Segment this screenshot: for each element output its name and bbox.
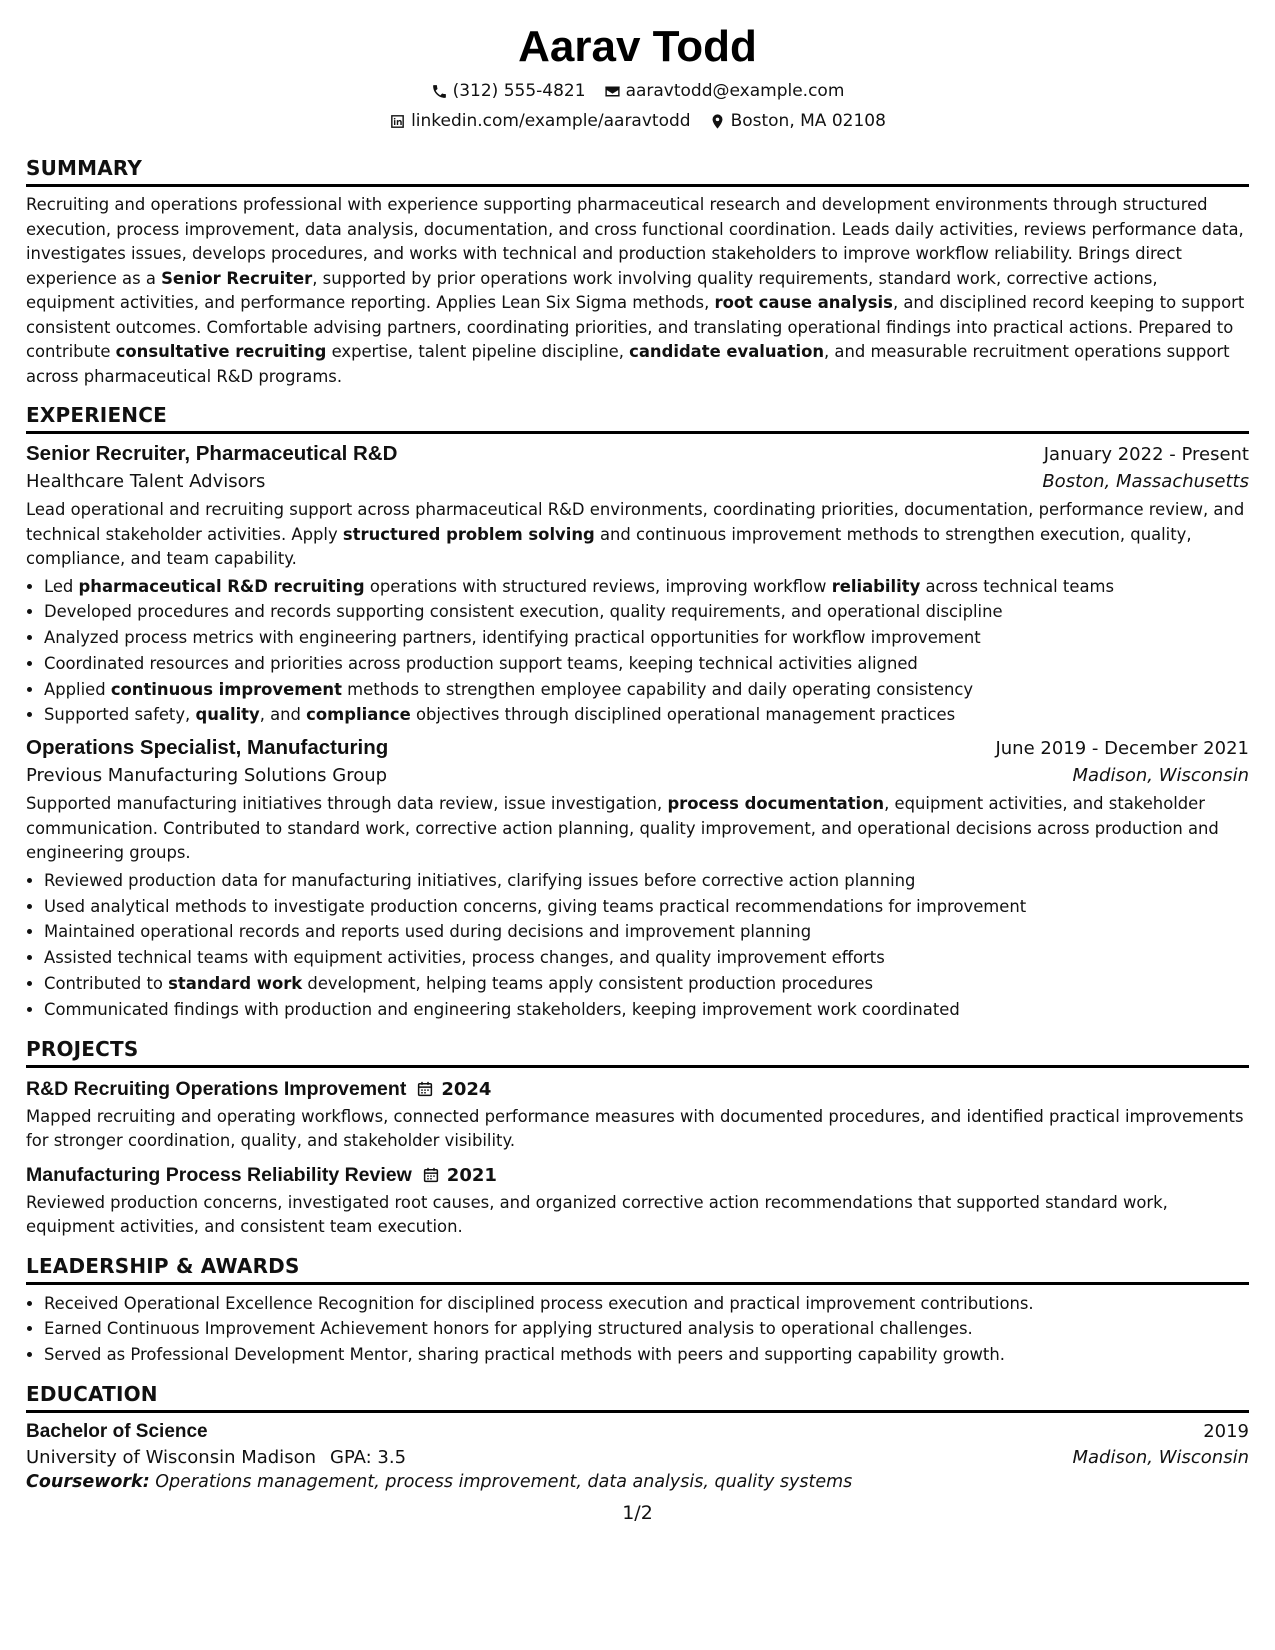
education-school-line [26, 1447, 406, 1468]
job-intro-part: Lead operational and recruiting support across pharmaceutical R&D environments, coordinating priorities, documentation, performance review, and technical stakeholder activities. Apply [26, 500, 1245, 544]
job-bullet [44, 651, 1249, 677]
bullet-bold: reliability [831, 576, 921, 596]
summary-bold-term: candidate evaluation [629, 342, 824, 361]
job-bullet [44, 625, 1249, 651]
job-company: Healthcare Talent Advisors [26, 471, 266, 492]
job-bullet [44, 997, 1249, 1023]
contact-line-2 [26, 106, 1249, 136]
bullet-bold: compliance [306, 705, 411, 725]
education-location: Madison, Wisconsin [1072, 1446, 1249, 1468]
bullet-text: Assisted technical teams with equipment activities, process changes, and quality improvement efforts [44, 948, 885, 968]
education-coursework [26, 1472, 1249, 1492]
project-year-text: 2021 [446, 1164, 497, 1186]
linkedin-icon [389, 113, 406, 130]
project-year-text: 2024 [441, 1078, 492, 1100]
projects-heading: PROJECTS [26, 1037, 1249, 1068]
job-bullet [44, 868, 1249, 894]
job-bullet [44, 599, 1249, 625]
education-header [26, 1421, 1249, 1443]
job-intro [26, 498, 1249, 572]
bullet-text: operations with structured reviews, improving workflow [364, 576, 832, 596]
job-dates: June 2019 - December 2021 [995, 738, 1249, 760]
job-dates: January 2022 - Present [1043, 444, 1249, 465]
job-intro-bold: process documentation [667, 794, 885, 814]
education-year: 2019 [1203, 1420, 1249, 1442]
education-degree: Bachelor of Science [26, 1420, 208, 1442]
job-header [26, 442, 1249, 466]
bullet-text: development, helping teams apply consistent production procedures [302, 973, 874, 993]
job-intro-part: and continuous improvement methods to strengthen execution, quality, compliance, and team capability. [26, 524, 1192, 568]
bullet-text: Led [44, 576, 79, 596]
job-intro-part: Supported manufacturing initiatives through data review, issue investigation, [26, 794, 668, 814]
job-entry [26, 442, 1249, 728]
job-title: Operations Specialist, Manufacturing [26, 736, 389, 760]
bullet-text: Supported safety, [44, 705, 196, 725]
bullet-bold: standard work [168, 973, 303, 993]
job-bullet [44, 894, 1249, 920]
linkedin-link[interactable]: linkedin.com/example/aaravtodd [411, 111, 691, 131]
summary-text-part: , supported by prior operations work involving quality requirements, standard work, corrective actions, equipment activities, and performance reporting. Applies Lean Six Sigma methods, [26, 268, 1158, 312]
projects-section [26, 1037, 1249, 1240]
bullet-text: Reviewed production data for manufacturing initiatives, clarifying issues before corrective action planning [44, 870, 916, 890]
experience-section [26, 403, 1249, 1023]
phone-text: (312) 555-4821 [452, 81, 586, 101]
job-bullet [44, 971, 1249, 997]
linkedin-contact[interactable] [389, 106, 691, 136]
leadership-list [26, 1291, 1249, 1368]
bullet-text: objectives through disciplined operational management practices [410, 705, 956, 725]
job-entry [26, 736, 1249, 1022]
envelope-icon [604, 83, 621, 100]
location-text: Boston, MA 02108 [730, 111, 886, 131]
phone-contact [431, 76, 586, 106]
bullet-bold: quality [195, 705, 260, 725]
job-bullet [44, 677, 1249, 703]
coursework-label: Coursework: [26, 1471, 150, 1492]
education-section [26, 1382, 1249, 1492]
job-intro [26, 792, 1249, 866]
email-contact[interactable] [604, 76, 845, 106]
bullet-text: Used analytical methods to investigate production concerns, giving teams practical recommendations for improvement [44, 896, 1027, 916]
coursework-text: Operations management, process improvement, data analysis, quality systems [149, 1471, 853, 1492]
job-bullet [44, 702, 1249, 728]
bullet-text: methods to strengthen employee capability and daily operating consistency [341, 679, 974, 699]
job-location: Madison, Wisconsin [1072, 765, 1249, 787]
job-bullet [44, 945, 1249, 971]
leadership-section [26, 1254, 1249, 1368]
leadership-item: • Earned Continuous Improvement Achievement honors for applying structured analysis to operational challenges. [44, 1316, 1249, 1342]
project-name: Manufacturing Process Reliability Review [26, 1163, 412, 1186]
education-subheader [26, 1447, 1249, 1468]
bullet-text: Developed procedures and records supporting consistent execution, quality requirements, and operational discipline [44, 602, 1003, 622]
map-pin-icon [709, 113, 726, 130]
experience-heading: EXPERIENCE [26, 403, 1249, 434]
project-description: Mapped recruiting and operating workflows, connected performance measures with documented procedures, and identified practical improvements for stronger coordination, quality, and stakeholder visibility. [26, 1106, 1244, 1151]
location-contact [709, 106, 886, 136]
project-year [422, 1165, 497, 1186]
project-description: Reviewed production concerns, investigated root causes, and organized corrective action recommendations that supported standard work, equipment activities, and consistent team execution. [26, 1192, 1168, 1237]
project-name: R&D Recruiting Operations Improvement [26, 1077, 407, 1100]
page-number: 1/2 [622, 1502, 653, 1524]
project-header [26, 1078, 1249, 1101]
summary-text-part: Recruiting and operations professional with experience supporting pharmaceutical research and development environments through structured execution, process improvement, data analysis, documentation, and cross functional coordination. Leads daily activities, reviews performance data, investigates issues, develops procedures, and works with technical and production stakeholders to improve workflow reliability. Brings direct experience as a [26, 195, 1244, 288]
project-year [416, 1079, 491, 1100]
job-intro-part: , equipment activities, and stakeholder communication. Contributed to standard work, corrective action planning, quality improvement, and operational decisions across production and engineering groups. [26, 794, 1219, 863]
job-bullet [44, 919, 1249, 945]
job-title: Senior Recruiter, Pharmaceutical R&D [26, 442, 398, 465]
education-heading: EDUCATION [26, 1382, 1249, 1413]
project-header [26, 1164, 1249, 1187]
bullet-text: Maintained operational records and reports used during decisions and improvement planning [44, 922, 812, 942]
bullet-text: , and [259, 705, 307, 725]
summary-text-part: , and measurable recruitment operations support across pharmaceutical R&D programs. [26, 342, 1230, 386]
summary-bold-term: consultative recruiting [115, 342, 327, 361]
bullet-bold: continuous improvement [110, 679, 342, 699]
job-header [26, 736, 1249, 760]
leadership-item: • Served as Professional Development Mentor, sharing practical methods with peers and supporting capability growth. [44, 1342, 1249, 1368]
email-link[interactable]: aaravtodd@example.com [625, 81, 845, 101]
contact-line-1 [26, 76, 1249, 106]
summary-section [26, 156, 1249, 389]
bullet-text: Contributed to [44, 973, 169, 993]
job-subheader [26, 471, 1249, 492]
education-school: University of Wisconsin Madison [26, 1446, 316, 1468]
summary-text [26, 193, 1249, 389]
job-bullets [26, 574, 1249, 729]
phone-icon [431, 83, 448, 100]
summary-bold-term: root cause analysis [714, 293, 893, 312]
calendar-icon [416, 1080, 434, 1098]
bullet-bold: pharmaceutical R&D recruiting [78, 576, 365, 596]
calendar-icon [422, 1166, 440, 1184]
leadership-heading: LEADERSHIP & AWARDS [26, 1254, 1249, 1285]
summary-text-part: expertise, talent pipeline discipline, [326, 342, 630, 361]
education-gpa: GPA: 3.5 [330, 1446, 407, 1468]
summary-heading: SUMMARY [26, 156, 1249, 187]
job-subheader [26, 765, 1249, 786]
bullet-text: Communicated findings with production and engineering stakeholders, keeping improvement work coordinated [44, 999, 960, 1019]
leadership-item: • Received Operational Excellence Recognition for disciplined process execution and practical improvement contributions. [44, 1291, 1249, 1317]
job-bullet [44, 574, 1249, 600]
bullet-text: Coordinated resources and priorities across production support teams, keeping technical activities aligned [44, 653, 918, 673]
bullet-text: Analyzed process metrics with engineering partners, identifying practical opportunities for workflow improvement [44, 628, 981, 648]
job-intro-bold: structured problem solving [342, 524, 595, 544]
bullet-text: across technical teams [920, 576, 1114, 596]
candidate-name: Aarav Todd [518, 22, 757, 71]
bullet-text: Applied [44, 679, 111, 699]
job-company: Previous Manufacturing Solutions Group [26, 765, 388, 787]
job-bullets [26, 868, 1249, 1023]
summary-bold-term: Senior Recruiter [161, 268, 313, 288]
summary-text-part: , and disciplined record keeping to support consistent outcomes. Comfortable advising partners, coordinating priorities, and translating operational findings into practical actions. Prepared to contribute [26, 293, 1245, 361]
job-location: Boston, Massachusetts [1042, 471, 1249, 492]
